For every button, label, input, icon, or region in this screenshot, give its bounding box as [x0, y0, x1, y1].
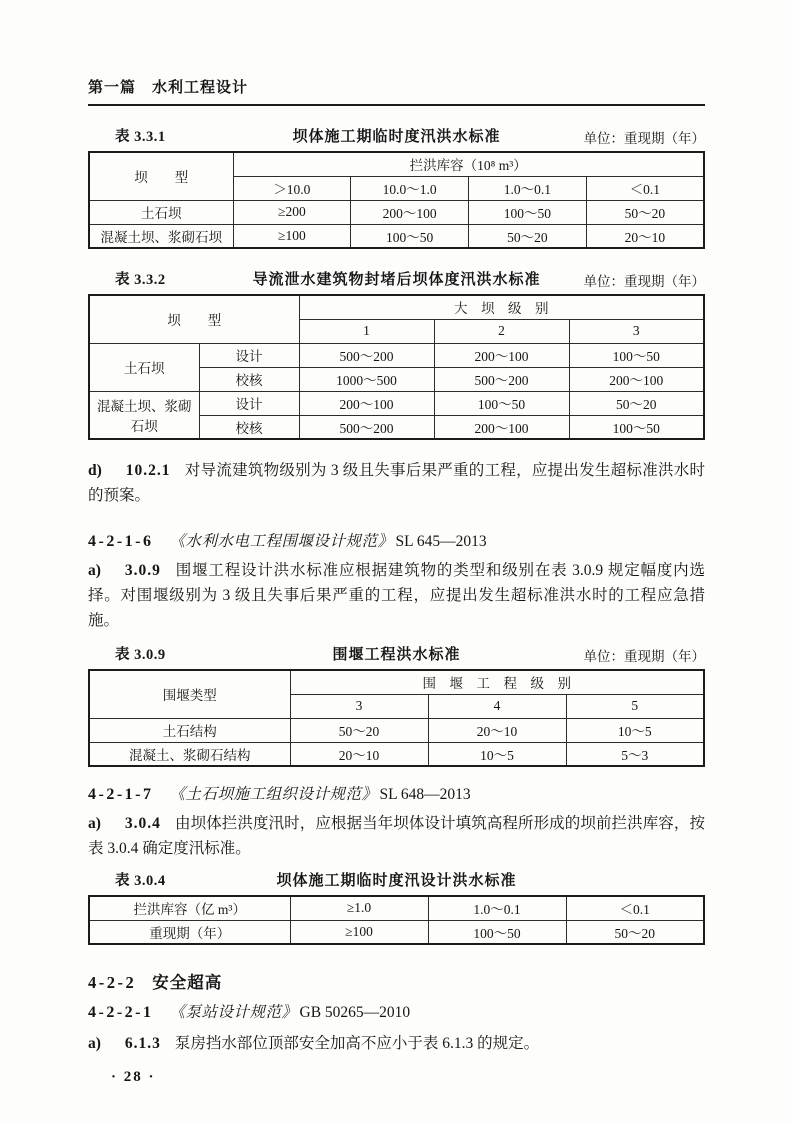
column-header-cell: 3 — [290, 694, 428, 718]
column-header-cell: ＞10.0 — [233, 176, 351, 200]
section-number: 4-2-2 — [88, 973, 137, 992]
data-cell: 100～50 — [569, 343, 704, 367]
column-header-cell: 3 — [569, 319, 704, 343]
table-row — [89, 224, 704, 248]
clause-number: 10.2.1 — [125, 462, 171, 479]
column-header-cell: 4 — [428, 694, 566, 718]
data-cell: 500～200 — [299, 415, 434, 439]
clause-a-3-0-9 — [88, 558, 705, 633]
standard-title: 《泵站设计规范》 — [169, 1004, 298, 1021]
data-cell: 200～100 — [434, 415, 569, 439]
table-331 — [88, 151, 705, 249]
table-304-title: 坝体施工期临时度汛设计洪水标准 — [276, 872, 517, 889]
table-332-label: 表 3.3.2 — [115, 272, 166, 288]
table-row — [89, 152, 704, 176]
clause-text: 泵房挡水部位顶部安全加高不应小于表 6.1.3 的规定。 — [174, 1035, 540, 1052]
clause-d-10-2-1 — [88, 458, 705, 508]
standard-code: GB 50265—2010 — [299, 1004, 411, 1021]
data-cell: 500～200 — [299, 343, 434, 367]
table-row — [89, 295, 704, 319]
data-cell: 50～20 — [290, 718, 428, 742]
clause-text: 对导流建筑物级别为 3 级且失事后果严重的工程，应提出发生超标准洪水时的预案。 — [88, 462, 705, 504]
clause-text: 围堰工程设计洪水标准应根据建筑物的类型和级别在表 3.0.9 规定幅度内选择。对围堰级别为 3 级且失事后果严重的工程，应提出发生超标准洪水时的工程应急措施。 — [88, 562, 705, 629]
clause-prefix: d) — [88, 462, 102, 479]
data-cell: ≥100 — [233, 224, 351, 248]
clause-a-6-1-3 — [88, 1031, 705, 1056]
table-309-title: 围堰工程洪水标准 — [332, 646, 461, 663]
data-cell: 20～10 — [586, 224, 704, 248]
clause-text: 由坝体拦洪度汛时，应根据当年坝体设计填筑高程所形成的坝前拦洪库容，按表 3.0.4 确定度汛标准。 — [88, 815, 705, 857]
column-header-cell: 10.0～1.0 — [351, 176, 469, 200]
data-cell: 20～10 — [290, 742, 428, 766]
table-304-label: 表 3.0.4 — [115, 873, 166, 889]
group-header-cell: 大 坝 级 别 — [299, 295, 704, 319]
group-header-cell: 围 堰 工 程 级 别 — [290, 670, 704, 694]
corner-header-cell: 坝 型 — [89, 152, 233, 200]
table-row — [89, 200, 704, 224]
column-header-cell: ＜0.1 — [586, 176, 704, 200]
data-cell: 200～100 — [351, 200, 469, 224]
row-header-cell: 重现期（年） — [89, 920, 290, 944]
row-header-cell: 土石坝 — [89, 343, 199, 391]
clause-a-3-0-4 — [88, 811, 705, 861]
group-header-cell: 拦洪库容（10⁸ m³） — [233, 152, 704, 176]
table-row — [89, 742, 704, 766]
data-cell: 50～20 — [469, 224, 587, 248]
data-cell: 100～50 — [351, 224, 469, 248]
column-header-cell: 5 — [566, 694, 704, 718]
data-cell: 200～100 — [299, 391, 434, 415]
row-header-cell: 混凝土坝、浆砌石坝 — [89, 224, 233, 248]
table-309-label: 表 3.0.9 — [115, 647, 166, 663]
table-331-unit: 单位：重现期（年） — [583, 131, 705, 146]
row-header-cell: 土石坝 — [89, 200, 233, 224]
clause-number: 3.0.4 — [124, 815, 161, 832]
running-header — [88, 76, 705, 106]
table-304-caption — [88, 869, 705, 889]
section-number: 4-2-2-1 — [88, 1004, 154, 1021]
clause-number: 3.0.9 — [124, 562, 161, 579]
data-cell: 1.0～0.1 — [428, 896, 566, 920]
row-subheader-cell: 校核 — [199, 367, 299, 391]
table-331-title: 坝体施工期临时度汛洪水标准 — [292, 128, 501, 145]
section-4-2-2-1 — [88, 1001, 705, 1025]
standard-title: 《水利水电工程围堰设计规范》 — [169, 533, 394, 550]
data-cell: 5～3 — [566, 742, 704, 766]
standard-code: SL 648—2013 — [379, 786, 471, 803]
section-4-2-2 — [88, 969, 705, 993]
table-304 — [88, 895, 705, 945]
clause-prefix: a) — [88, 815, 101, 832]
data-cell: 50～20 — [566, 920, 704, 944]
clause-number: 6.1.3 — [124, 1035, 161, 1052]
data-cell: 200～100 — [569, 367, 704, 391]
page-number: · 28 · — [111, 1069, 156, 1085]
data-cell: ≥200 — [233, 200, 351, 224]
data-cell: ≥100 — [290, 920, 428, 944]
table-332-title: 导流泄水建筑物封堵后坝体度汛洪水标准 — [252, 271, 541, 288]
data-cell: 20～10 — [428, 718, 566, 742]
column-header-cell: 1 — [299, 319, 434, 343]
table-row — [89, 896, 704, 920]
section-number: 4-2-1-7 — [88, 786, 154, 803]
data-cell: 50～20 — [586, 200, 704, 224]
clause-prefix: a) — [88, 1035, 101, 1052]
data-cell: 10～5 — [566, 718, 704, 742]
table-332 — [88, 294, 705, 440]
running-header-text: 第一篇 水利工程设计 — [88, 79, 249, 96]
table-309-unit: 单位：重现期（年） — [583, 649, 705, 664]
table-row — [89, 718, 704, 742]
row-subheader-cell: 设计 — [199, 391, 299, 415]
data-cell: 1000～500 — [299, 367, 434, 391]
standard-title: 《土石坝施工组织设计规范》 — [169, 786, 378, 803]
table-309-caption — [88, 643, 705, 663]
row-header-cell: 拦洪库容（亿 m³） — [89, 896, 290, 920]
section-4-2-1-7 — [88, 783, 705, 807]
section-title: 安全超高 — [152, 974, 223, 992]
section-number: 4-2-1-6 — [88, 533, 154, 550]
data-cell: 500～200 — [434, 367, 569, 391]
data-cell: ≥1.0 — [290, 896, 428, 920]
column-header-cell: 1.0～0.1 — [469, 176, 587, 200]
column-header-cell: 2 — [434, 319, 569, 343]
row-header-cell: 混凝土坝、浆砌石坝 — [89, 391, 199, 439]
table-332-unit: 单位：重现期（年） — [583, 274, 705, 289]
row-header-cell: 土石结构 — [89, 718, 290, 742]
table-331-caption — [88, 125, 705, 145]
row-subheader-cell: 设计 — [199, 343, 299, 367]
table-row — [89, 920, 704, 944]
data-cell: 100～50 — [569, 415, 704, 439]
table-331-label: 表 3.3.1 — [115, 129, 166, 145]
section-4-2-1-6 — [88, 530, 705, 554]
standard-code: SL 645—2013 — [395, 533, 487, 550]
data-cell: 100～50 — [428, 920, 566, 944]
clause-prefix: a) — [88, 562, 101, 579]
row-header-cell: 混凝土、浆砌石结构 — [89, 742, 290, 766]
data-cell: 100～50 — [434, 391, 569, 415]
corner-header-cell: 坝 型 — [89, 295, 299, 343]
data-cell: 100～50 — [469, 200, 587, 224]
data-cell: 200～100 — [434, 343, 569, 367]
table-row — [89, 391, 704, 415]
data-cell: 50～20 — [569, 391, 704, 415]
table-309 — [88, 669, 705, 767]
table-row — [89, 343, 704, 367]
row-subheader-cell: 校核 — [199, 415, 299, 439]
table-row — [89, 670, 704, 694]
data-cell: 10～5 — [428, 742, 566, 766]
data-cell: ＜0.1 — [566, 896, 704, 920]
corner-header-cell: 围堰类型 — [89, 670, 290, 718]
table-332-caption — [88, 268, 705, 288]
